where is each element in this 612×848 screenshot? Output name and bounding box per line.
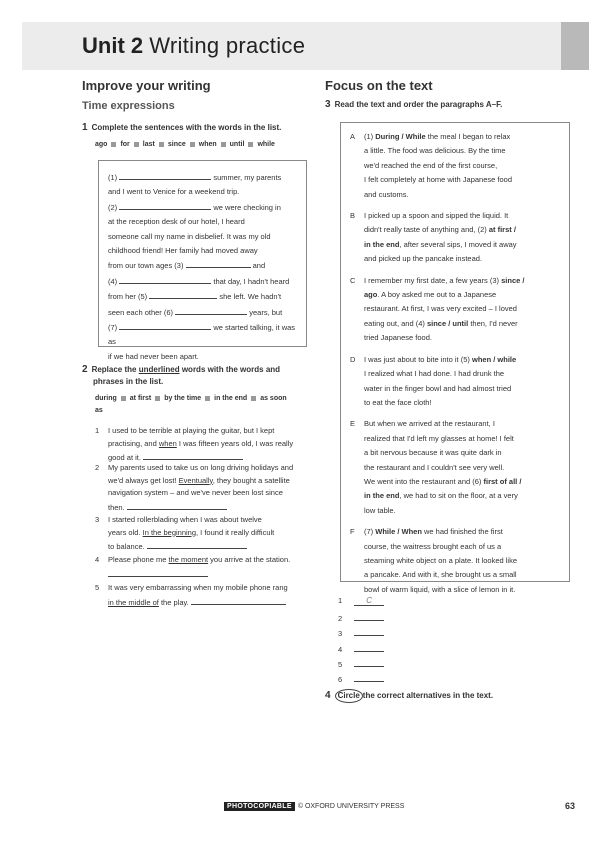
answer-number: 1 — [338, 596, 343, 605]
ex2-instruction — [82, 364, 302, 388]
item-text: My parents used to take us on long driving holidays and — [108, 463, 294, 472]
item-text: you arrive at the station. — [210, 555, 291, 564]
separator-square — [155, 396, 160, 401]
ex3-number: 3 — [325, 99, 331, 110]
answer-row — [338, 596, 384, 606]
answer-line[interactable] — [119, 170, 211, 180]
footer — [224, 803, 404, 810]
paragraph-line: we'd reached the end of the first course, — [364, 160, 498, 170]
alternatives[interactable]: since / until — [426, 318, 469, 328]
word-bank-item: ago — [95, 141, 108, 148]
ex1-paragraph — [108, 170, 303, 364]
ex1-word-bank — [95, 139, 275, 151]
paragraph-letter: C — [350, 275, 356, 285]
item-text: good at it. — [108, 453, 141, 462]
item-underlined: in the middle of — [108, 597, 159, 607]
answer-row — [338, 611, 384, 623]
answer-line[interactable] — [354, 642, 384, 652]
unit-number: Unit 2 — [82, 33, 144, 58]
item-number: 4 — [95, 555, 100, 564]
word-bank-item: when — [198, 141, 217, 148]
paragraph-line: water in the finger bowl and had almost tried — [364, 383, 512, 393]
ex1-gap-label: (1) — [108, 173, 118, 182]
answer-line[interactable] — [191, 595, 286, 605]
ex2-item-4 — [95, 554, 308, 581]
ex4-instruction-text: the correct alternatives in the text. — [362, 691, 494, 700]
item-text: It was very embarrassing when my mobile phone rang — [108, 583, 288, 592]
answer-line[interactable] — [119, 320, 211, 330]
paragraph-line: the restaurant and I couldn't see very well. — [364, 462, 505, 472]
alternatives[interactable]: at first / — [488, 225, 516, 235]
left-heading: Improve your writing — [82, 78, 211, 93]
word-bank-item: in the end — [214, 395, 248, 402]
paragraph-line: ago. A boy asked me out to a Japanese — [364, 290, 497, 300]
item-text: Please phone me — [108, 555, 167, 564]
separator-square — [159, 142, 164, 147]
paragraph-line: I felt completely at home with Japanese food — [364, 175, 513, 185]
paragraph-line: restaurant. At first, I was very excited – I loved — [364, 304, 517, 314]
item-number: 2 — [95, 463, 100, 472]
separator-square — [251, 396, 256, 401]
item-text: to balance. — [108, 542, 145, 551]
paragraph-line: (1) During / While the meal I began to relax — [364, 132, 511, 141]
alternatives[interactable]: since / — [501, 275, 525, 285]
page-number: 63 — [565, 801, 576, 811]
left-subheading: Time expressions — [82, 100, 175, 112]
paragraph-line: low table. — [364, 505, 396, 515]
answer-line[interactable] — [354, 657, 384, 667]
ex1-text: and I went to Venice for a weekend trip. — [108, 187, 240, 197]
ex1-gap-label: (4) — [108, 276, 118, 286]
item-text: I was fifteen years old, I was really — [178, 438, 294, 448]
ex1-text: we started talking, it was as — [108, 323, 296, 347]
ex3-instruction — [325, 99, 575, 111]
ex1-text: if we had never been apart. — [108, 351, 199, 361]
item-underlined: In the beginning — [142, 527, 197, 537]
ex1-text-box — [98, 160, 307, 361]
item-text: we'd always get lost! — [108, 475, 177, 485]
item-underlined: Eventually — [178, 475, 213, 485]
ex2-item-3 — [95, 514, 308, 554]
ex1-text: and — [252, 261, 266, 271]
ex1-text: someone call my name in disbelief. It was my old — [108, 231, 271, 241]
separator-square — [121, 396, 126, 401]
unit-subtitle: Writing practice — [149, 33, 306, 58]
ex3-instruction-text: Read the text and order the paragraphs A–F. — [334, 100, 503, 109]
paragraph-line: I remember my first date, a few years (3) since / — [364, 275, 525, 285]
item-text: years old. — [108, 527, 141, 537]
paragraph-d — [350, 353, 562, 411]
unit-header — [22, 22, 589, 70]
answer-line[interactable] — [175, 305, 247, 315]
item-text: I started rollerblading when I was about twelve — [108, 515, 262, 524]
alternatives[interactable]: During / While — [375, 132, 426, 141]
item-number: 1 — [95, 426, 100, 435]
paragraph-line: eating out, and (4) since / until then, I'd never — [364, 318, 518, 328]
paragraph-b — [350, 209, 562, 267]
ex1-text: that day, I hadn't heard — [213, 276, 290, 286]
ex1-number: 1 — [82, 122, 88, 133]
ex4-circled-word: Circle — [335, 689, 363, 703]
word-bank-item: for — [120, 141, 130, 148]
paragraph-line: I realized what I had done. I had drunk the — [364, 369, 505, 379]
ex1-text: from our town ages (3) — [108, 261, 184, 271]
word-bank-item: as soon as — [95, 395, 287, 414]
answer-line[interactable] — [119, 274, 211, 284]
paragraph-line: and picked up the pancake instead. — [364, 254, 483, 264]
answer-line[interactable] — [186, 258, 251, 268]
answer-row — [338, 642, 384, 654]
paragraph-letter: B — [350, 211, 356, 221]
separator-square — [221, 142, 226, 147]
answer-line[interactable] — [143, 450, 243, 460]
ex4-instruction — [325, 689, 575, 703]
ex2-item-5 — [95, 582, 308, 609]
right-heading: Focus on the text — [325, 78, 433, 93]
separator-square — [205, 396, 210, 401]
paragraph-line: didn't really taste of anything and, (2) at first / — [364, 225, 516, 235]
answer-number: 3 — [338, 629, 343, 639]
ex1-gap-label: (7) — [108, 323, 118, 333]
item-text: then. — [108, 502, 125, 512]
paragraph-e — [350, 417, 562, 518]
ex1-text: seen each other (6) — [108, 307, 174, 317]
paragraph-f — [350, 525, 562, 597]
photocopiable-badge: PHOTOCOPIABLE — [224, 802, 295, 811]
paragraph-line: tried Japanese food. — [364, 333, 432, 343]
paragraph-line: realized that I'd left my glasses at home! I felt — [364, 433, 514, 443]
ex1-gap-label: (2) — [108, 202, 118, 212]
ex1-instruction-text: Complete the sentences with the words in the list. — [91, 123, 282, 132]
word-bank-item: since — [167, 141, 186, 148]
item-underlined: the moment — [168, 555, 209, 564]
answer-number: 5 — [338, 659, 343, 669]
separator-square — [190, 142, 195, 147]
alternatives[interactable]: first of all / — [483, 476, 522, 486]
alternatives[interactable]: when / while — [471, 354, 517, 364]
item-text: , they bought a satellite — [212, 475, 290, 485]
answer-line[interactable] — [354, 611, 384, 621]
ex2-instr-text: phrases in the list. — [93, 377, 164, 386]
word-bank-item: at first — [129, 395, 152, 402]
answer-line[interactable] — [354, 626, 384, 636]
paragraph-line: in the end, after several sips, I moved it away — [364, 239, 517, 249]
answer-number: 2 — [338, 614, 343, 624]
ex2-number: 2 — [82, 364, 88, 375]
item-text: , I found it really difficult — [196, 527, 275, 537]
ex2-instr-text: Replace the — [91, 365, 137, 374]
word-bank-item: while — [257, 141, 275, 148]
paragraph-line: to eat the face cloth! — [364, 397, 432, 407]
paragraph-line: I picked up a spoon and sipped the liquid. It — [364, 211, 509, 221]
paragraph-c — [350, 274, 562, 346]
answer-line[interactable] — [354, 672, 384, 682]
ex1-instruction — [82, 122, 302, 134]
ex2-instr-text: words with the words and — [181, 365, 281, 374]
ex1-text: she left. We hadn't — [219, 292, 282, 302]
answer-row — [338, 626, 384, 638]
separator-square — [248, 142, 253, 147]
ex3-paragraphs — [350, 130, 562, 604]
paragraph-line: bowl of warm liquid, with a slice of lemon in it. — [364, 584, 516, 594]
answer-line[interactable] — [119, 200, 211, 210]
alternatives[interactable]: in the end — [364, 491, 400, 501]
answer-line[interactable] — [108, 567, 208, 577]
paragraph-line: a pancake. And with it, she brought us a small — [364, 570, 517, 580]
item-text: the play. — [160, 597, 189, 607]
answer-line[interactable] — [127, 500, 227, 510]
paragraph-line: I was just about to bite into it (5) when / while — [364, 354, 517, 364]
ex2-item-1 — [95, 425, 308, 465]
ex1-text: at the reception desk of our hotel, I heard — [108, 217, 245, 227]
item-number: 5 — [95, 583, 100, 592]
paragraph-line: a little. The food was delicious. By the time — [364, 146, 506, 156]
paragraph-line: course, the waitress brought each of us a — [364, 541, 502, 551]
paragraph-line: But when we arrived at the restaurant, I — [364, 419, 495, 429]
separator-square — [134, 142, 139, 147]
answer-number: 4 — [338, 644, 343, 654]
item-number: 3 — [95, 515, 100, 524]
item-text: navigation system – and we've never been lost since — [108, 488, 283, 497]
paragraph-letter: F — [350, 527, 355, 537]
paragraph-line: (7) While / When we had finished the first — [364, 527, 503, 537]
paragraph-letter: D — [350, 354, 356, 364]
paragraph-a — [350, 130, 562, 202]
paragraph-line: a bit nervous because it was quite dark in — [364, 448, 502, 458]
paragraph-line: and customs. — [364, 189, 409, 199]
ex1-text: we were checking in — [213, 202, 281, 212]
word-bank-item: last — [142, 141, 155, 148]
answer-line[interactable]: C — [354, 596, 384, 606]
ex1-text: childhood friend! Her family had moved away — [108, 246, 258, 256]
ex4-number: 4 — [325, 690, 331, 701]
ex1-text: summer, my parents — [213, 173, 282, 182]
alternatives[interactable]: While / When — [375, 527, 422, 537]
answer-row — [338, 672, 384, 684]
paragraph-line: in the end, we had to sit on the floor, at a very — [364, 491, 518, 501]
ex2-word-bank — [95, 393, 295, 417]
word-bank-item: during — [95, 395, 117, 402]
word-bank-item: until — [229, 141, 245, 148]
item-text: I used to be terrible at playing the guitar, but I kept — [108, 426, 275, 435]
unit-title — [82, 33, 305, 59]
ex1-text: years, but — [249, 307, 283, 317]
word-bank-item: by the time — [164, 395, 202, 402]
separator-square — [111, 142, 116, 147]
answer-number: 6 — [338, 675, 343, 684]
ex1-text: from her (5) — [108, 292, 148, 302]
answer-line[interactable] — [147, 539, 247, 549]
ex3-text-box — [340, 122, 570, 594]
answer-line[interactable] — [149, 289, 217, 299]
item-underlined: when — [158, 438, 177, 448]
answer-row — [338, 657, 384, 669]
alternatives[interactable]: ago — [364, 290, 378, 300]
paragraph-letter: E — [350, 419, 356, 429]
paragraph-line: steaming white object on a plate. It looked like — [364, 555, 518, 565]
publisher-text: © OXFORD UNIVERSITY PRESS — [297, 803, 405, 810]
ex2-instr-underlined: underlined — [138, 365, 180, 374]
header-tab — [561, 22, 589, 70]
ex2-item-2 — [95, 462, 308, 514]
paragraph-line: We went into the restaurant and (6) first of all / — [364, 476, 522, 486]
alternatives[interactable]: in the end — [364, 239, 400, 249]
paragraph-letter: A — [350, 132, 356, 141]
item-text: practising, and — [108, 438, 157, 448]
